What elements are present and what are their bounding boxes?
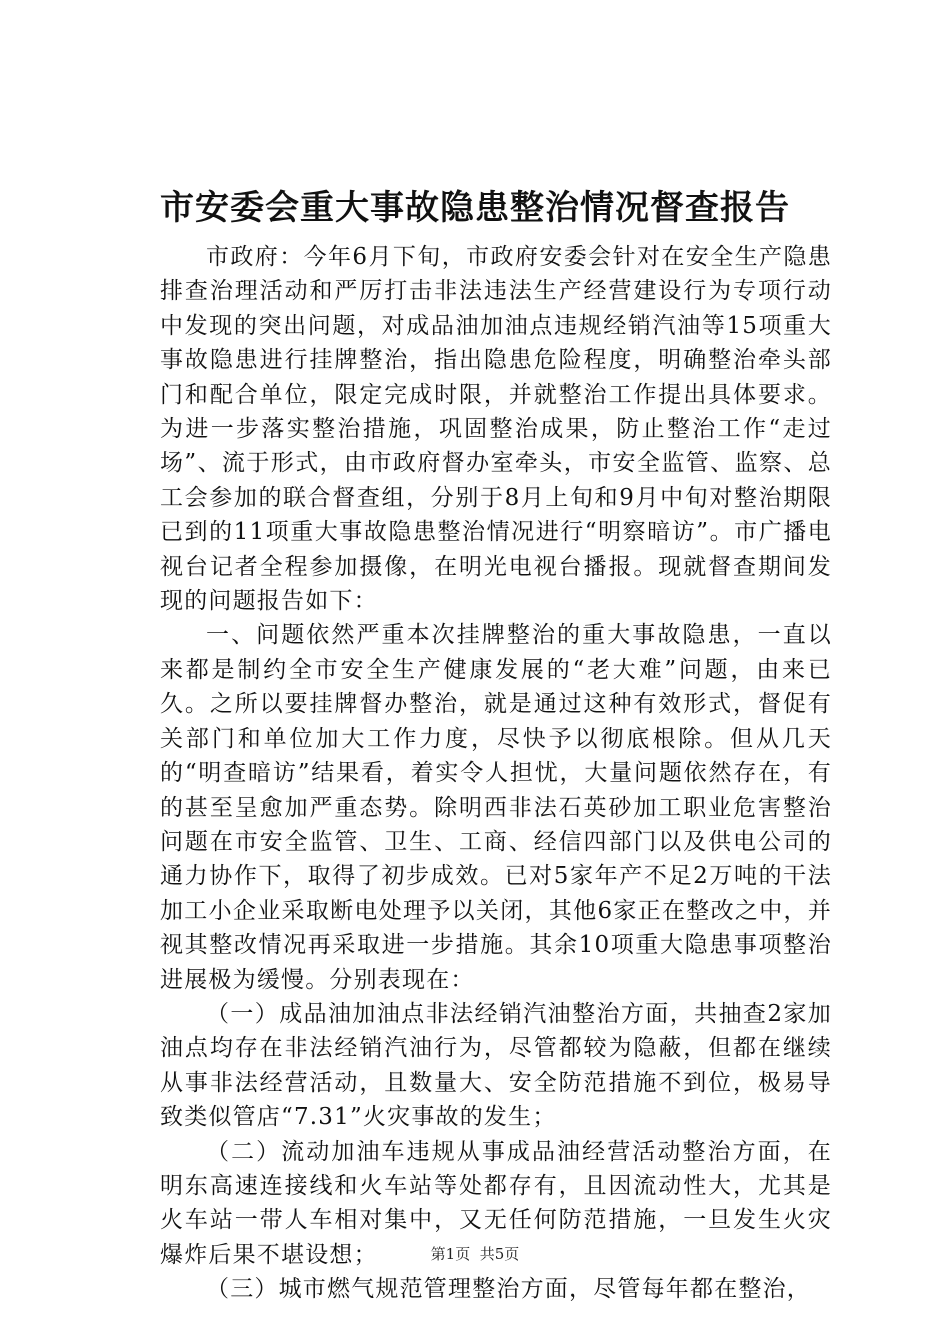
footer-separator xyxy=(470,1245,480,1263)
document-body xyxy=(160,240,832,1307)
document-title: 市安委会重大事故隐患整治情况督查报告 xyxy=(160,188,790,228)
paragraph-item-1: （一）成品油加油点非法经销汽油整治方面，共抽查2家加油点均存在非法经销汽油行为，尽管都较为隐蔽，但都在继续从事非法经营活动，且数量大、安全防范措施不到位，极易导致类似管店“7.31”火灾事故的发生； xyxy=(160,1000,832,1131)
paragraph-item-2: （二）流动加油车违规从事成品油经营活动整治方面，在明东高速连接线和火车站等处都存有，且因流动性大，尤其是火车站一带人车相对集中，又无任何防范措施，一旦发生火灾爆炸后果不堪设想； xyxy=(160,1138,832,1268)
page-number: 第1页 xyxy=(430,1245,471,1263)
paragraph-section-1: 一、问题依然严重本次挂牌整治的重大事故隐患，一直以来都是制约全市安全生产健康发展的“老大难”问题，由来已久。之所以要挂牌督办整治，就是通过这种有效形式，督促有关部门和单位加大工作力度，尽快予以彻底根除。但从几天的“明查暗访”结果看，着实令人担忧，大量问题依然存在，有的甚至呈愈加严重态势。除明西非法石英砂加工职业危害整治问题在市安全监管、卫生、工商、经信四部门以及供电公司的通力协作下，取得了初步成效。已对5家年产不足2万吨的干法加工小企业采取断电处理予以关闭，其他6家正在整改之中，并视其整改情况再采取进一步措施。其余10项重大隐患事项整治进展极为缓慢。分别表现在： xyxy=(160,622,832,993)
paragraph-item-3: （三）城市燃气规范管理整治方面，尽管每年都在整治， xyxy=(206,1276,811,1303)
paragraph-intro: 市政府：今年6月下旬，市政府安委会针对在安全生产隐患排查治理活动和严厉打击非法违法生产经营建设行为专项行动中发现的突出问题，对成品油加油点违规经销汽油等15项重大事故隐患进行挂牌整治，指出隐患危险程度，明确整治牵头部门和配合单位，限定完成时限，并就整治工作提出具体要求。为进一步落实整治措施，巩固整治成果，防止整治工作“走过场”、流于形式，由市政府督办室牵头，市安全监管、监察、总工会参加的联合督查组，分别于8月上旬和9月中旬对整治期限已到的11项重大事故隐患整治情况进行“明察暗访”。市广播电视台记者全程参加摄像，在明光电视台播报。现就督查期间发现的问题报告如下： xyxy=(160,244,832,615)
page-footer xyxy=(0,1244,950,1264)
total-pages: 共5页 xyxy=(479,1245,520,1263)
